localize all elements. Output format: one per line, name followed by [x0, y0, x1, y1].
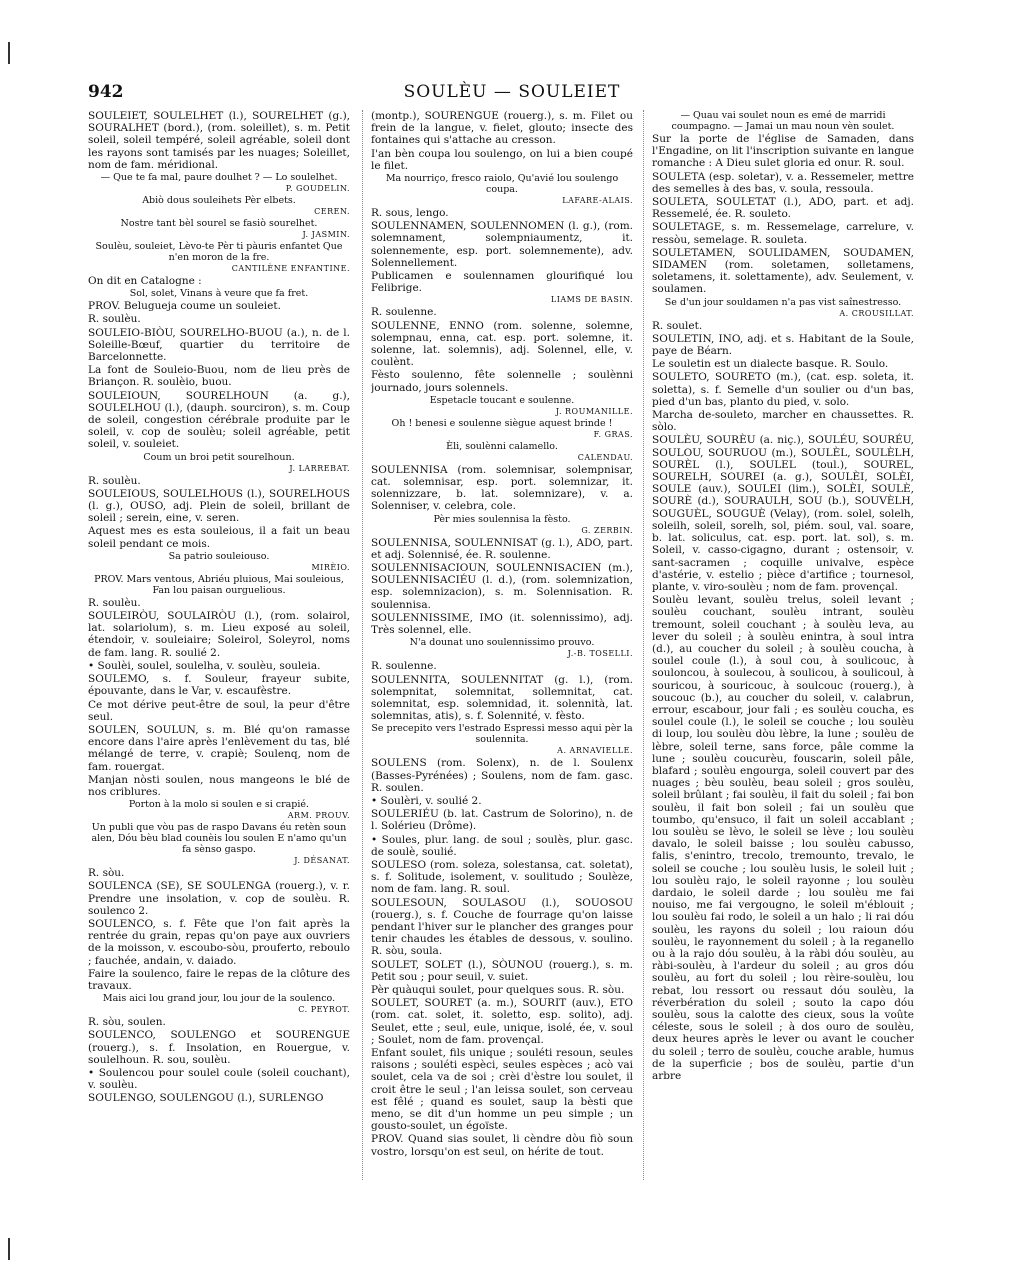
dictionary-entry: SOULÈU, SOURÈU (a. niç.), SOULÉU, SOURÉU, SOULOU, SOURUOU (m.), SOULÈL, SOULÈLH, SOURÈL (l.), SOULEL (toul.), SOUREL, SOURELH, SOUREI (a. g.), SOULÈI, SOLÈI, SOULE (auv.), SOULEI (lim.), SOLÈI, SOULÈ, SOURÈ (d.), SOURAULH, SOU (b.), SOUVÈLH, SOUGUÈL, SOUGUÈ (Velay), (rom. solel, solelh, soleilh, soleil, sorelh, sol, piém. soul, val. soare, b. lat. soliculus, cat. esp. port. lat. sol), s. m. Soleil, v. casso-cigagno, durant ; ostensoir, v. sant-sacramen ; coquille univalve, espèce d'astérie, v. estelio ; pièce d'artifice ; tournesol, plante, v. viro-soulèu ; nom de fam. provençal.: [652, 434, 914, 593]
attribution: J. JASMIN.: [302, 230, 350, 240]
paragraph: I'an bèn coupa lou soulengo, on lui a bien coupé le filet.: [371, 147, 633, 172]
dictionary-entry: SOULENCO, s. f. Fête que l'on fait après la rentrée du grain, repas qu'on paye aux ouvriers de la moisson, v. escoubo-sòu, prouferto, reboulo ; fauchée, andain, v. daiado.: [88, 917, 350, 967]
page-number: 942: [88, 82, 124, 102]
quotation: Se precepito vers l'estrado Espressi messo aqui pèr la soulennita.: [371, 723, 633, 746]
dictionary-entry: SOULEMO, s. f. Souleur, frayeur subite, épouvante, dans le Var, v. escaufèstre.: [88, 673, 350, 698]
reference: R. soulèu.: [88, 474, 141, 487]
quotation: Nostre tant bèl sourel se fasiò sourelhet.: [120, 218, 318, 230]
paragraph: • Soules, plur. lang. de soul ; soulès, plur. gasc. de soulè, soulié.: [371, 833, 633, 858]
quotation: Oh ! benesi e soulenne siègue aquest brinde !: [391, 417, 613, 429]
dictionary-entry: SOULEN, SOULUN, s. m. Blé qu'on ramasse encore dans l'aire après l'enlèvement du tas, blé mélangé de terre, v. crapiè; Soulenq, nom de fam. rouergat.: [88, 723, 350, 773]
column-1: [88, 110, 350, 1182]
reference: R. soulèu.: [88, 596, 141, 609]
quotation: Soulèu, souleiet, Lèvo-te Pèr ti pàuris enfantet Que n'en moron de la fre.: [95, 241, 343, 264]
attribution: J. DÉSANAT.: [294, 856, 350, 866]
paragraph: Ce mot dérive peut-être de soul, la peur d'être seul.: [88, 698, 350, 723]
quotation: Se d'un jour souldamen n'a pas vist saînestresso.: [664, 296, 902, 308]
dictionary-entry: SOULESOUN, SOULASOU (l.), SOUOSOU (rouerg.), s. f. Couche de fourrage qu'on laisse pendant l'hiver sur le plancher des granges pour tenir chaudes les étables de dessous, v. soulino. R. sòu, soula.: [371, 896, 633, 958]
dictionary-entry: SOULET, SOLET (l.), SÒUNOU (rouerg.), s. m. Petit sou ; pour seuil, v. suiet.: [371, 958, 633, 983]
column-2: [371, 110, 633, 1182]
dictionary-entry: SOULEIO-BIÒU, SOURELHO-BUOU (a.), n. de l. Soleille-Bœuf, quartier du territoire de Barcelonnette.: [88, 326, 350, 364]
paragraph: Le souletin est un dialecte basque. R. Soulo.: [652, 358, 889, 371]
column-rule: [362, 110, 363, 1180]
paragraph: Faire la soulenco, faire le repas de la clôture des travaux.: [88, 967, 350, 992]
dictionary-entry: SOULETAGE, s. m. Ressemelage, carrelure, v. ressòu, semelage. R. souleta.: [652, 221, 914, 246]
dictionary-entry: SOULERIÉU (b. lat. Castrum de Solorino), n. de l. Solérieu (Drôme).: [371, 808, 633, 833]
paragraph: On dit en Catalogne :: [88, 275, 202, 288]
dictionary-entry: SOULETO, SOURETO (m.), (cat. esp. soleta, it. soletta), s. f. Semelle d'un soulier ou d'un bas, pied d'un bas, planto du pied, v. solo.: [652, 371, 914, 408]
paragraph: Pèr quàuqui soulet, pour quelques sous. R. sòu.: [371, 983, 625, 996]
attribution: J. LARREBAT.: [289, 463, 350, 473]
quotation: Mais aici lou grand jour, lou jour de la soulenco.: [102, 993, 336, 1005]
reference: R. sòu.: [88, 867, 125, 880]
dictionary-entry: SOULENGO, SOULENGOU (l.), SURLENGO: [88, 1092, 324, 1105]
dictionary-entry: SOULENNISSIME, IMO (it. solennissimo), adj. Très solennel, elle.: [371, 611, 633, 637]
paragraph: Enfant soulet, fils unique ; souléti resoun, seules raisons ; souléti espèci, seules espèces ; acò vai soulet, cela va de soi ; crèi d'èstre lou soulet, il croit être le seul ; l'an leissa soulet, son cerveau est fêlé ; quand es soulet, saup la bèsti que meno, se dit d'un homme un peu simple ; un gousto-soulet, un égoïste.: [371, 1046, 633, 1133]
attribution: F. GRAS.: [593, 429, 633, 439]
quotation: Coum un broi petit sourelhoun.: [143, 451, 295, 463]
quotation: Èli, soulènni calamello.: [446, 440, 558, 452]
dictionary-entry: SOULENNITA, SOULENNITAT (g. l.), (rom. solempnitat, solemnitat, sollemnitat, cat. solemnitat, esp. solemnidad, it. solennità, lat. solemnitas, atis), s. f. Solennité, v. fèsto.: [371, 673, 633, 723]
attribution: J. ROUMANILLE.: [555, 406, 633, 416]
quotation: — Quau vai soulet noun es emé de marridi coumpagno. — Jamai un mau noun vèn soulet.: [671, 110, 895, 132]
attribution: CEREN.: [314, 207, 350, 217]
paragraph: • Soulèri, v. soulié 2.: [371, 794, 482, 807]
running-head: SOULÈU — SOULEIET: [403, 82, 621, 102]
paragraph: Publicamen e soulennamen glourifiqué lou Felibrige.: [371, 270, 633, 295]
quotation: Porton à la molo si soulen e si crapié.: [128, 799, 310, 811]
reference: R. soulèu.: [88, 313, 141, 326]
dictionary-entry: SOULET, SOURET (a. m.), SOURIT (auv.), ETO (rom. cat. solet, it. soletto, esp. solito), adj. Seulet, ette ; seul, eule, unique, isolé, ée, v. soul ; Soulet, nom de fam. provençal.: [371, 997, 633, 1046]
dictionary-entry: SOULEIET, SOULELHET (l.), SOURELHET (g.), SOURALHET (bord.), (rom. soleillet), s. m. Petit soleil, soleil tempéré, soleil agréable, soleil dont les rayons sont tamisés par les nuages; Soleillet, nom de fam. méridional.: [88, 110, 350, 171]
dictionary-entry: SOULENCA (SE), SE SOULENGA (rouerg.), v. r. Prendre une insolation, v. cop de soulèu. R. soulenco 2.: [88, 880, 350, 917]
reference: R. soulenne.: [371, 306, 437, 319]
paragraph: PROV. Quand sias soulet, li cèndre dòu fiò soun vostro, lorsqu'on est seul, on hérite de tout.: [371, 1133, 633, 1158]
paragraph: Fèsto soulenno, fête solennelle ; soulènni journado, jours solennels.: [371, 369, 633, 394]
dictionary-entry: SOULETA (esp. soletar), v. a. Ressemeler, mettre des semelles à des bas, v. soula, ressoula.: [652, 170, 914, 195]
reference: R. soulenne.: [371, 660, 437, 673]
dictionary-entry: SOULENNE, ENNO (rom. solenne, solemne, solempnau, enna, cat. esp. port. solemne, it. solenne, lat. solemnis), adj. Solennel, elle, v. coulènt.: [371, 319, 633, 369]
quotation: Sol, solet, Vinans à veure que fa fret.: [129, 288, 309, 300]
quotation: Espetacle toucant e soulenne.: [429, 394, 575, 406]
attribution: ARM. PROUV.: [287, 811, 350, 821]
attribution: LAFARE-ALAIS.: [562, 196, 633, 206]
attribution: J.-B. TOSELLI.: [567, 649, 633, 659]
dictionary-entry: SOULENNISA (rom. solemnisar, solempnisar, cat. solemnisar, esp. port. solemnizar, it. solennizzare, b. lat. solemnizare), v. a. Solenniser, v. celebra, cole.: [371, 463, 633, 513]
reference: R. sous, lengo.: [371, 207, 449, 220]
attribution: P. GOUDELIN.: [285, 184, 350, 194]
quotation: Ma nourriço, fresco raiolo, Qu'avié lou soulengo coupa.: [385, 173, 619, 196]
attribution: LIAMS DE BASIN.: [550, 295, 633, 305]
attribution: A. CROUSILLAT.: [839, 308, 914, 318]
attribution: CALENDAU.: [577, 452, 633, 462]
quotation: Pèr mies soulennisa la fèsto.: [433, 513, 571, 525]
dictionary-entry: SOULENS (rom. Solenx), n. de l. Soulenx (Basses-Pyrénées) ; Soulens, nom de fam. gasc. R. soulen.: [371, 757, 633, 794]
quotation: PROV. Mars ventous, Abriéu pluious, Mai souleious, Fan lou paisan ourguelious.: [94, 573, 344, 596]
dictionary-entry: SOULESO (rom. soleza, solestansa, cat. soletat), s. f. Solitude, isolement, v. soulitudo ; Soulèze, nom de fam. lang. R. soul.: [371, 858, 633, 896]
dictionary-entry: SOULEIOUS, SOULELHOUS (l.), SOURELHOUS (l. g.), OUSO, adj. Plein de soleil, brillant de soleil ; serein, eine, v. seren.: [88, 487, 350, 525]
margin-mark-top: [8, 42, 10, 64]
paragraph: PROV. Belugueja coume un souleiet.: [88, 300, 281, 313]
paragraph: Aquest mes es esta souleious, il a fait un beau soleil pendant ce mois.: [88, 525, 350, 550]
margin-mark-bottom: [8, 1238, 10, 1260]
paragraph: • Soulencou pour soulel coule (soleil couchant), v. soulèu.: [88, 1066, 350, 1092]
attribution: CANTILÈNE ENFANTINE.: [231, 264, 350, 274]
column-3: [652, 110, 914, 1182]
paragraph: • Soulèi, soulel, soulelha, v. soulèu, souleia.: [88, 659, 321, 672]
attribution: MIRÈIO.: [311, 562, 350, 572]
attribution: G. ZERBIN.: [581, 525, 633, 535]
dictionary-entry: SOULEIRÒU, SOULAIRÒU (l.), (rom. solairol, lat. solariolum), s. m. Lieu exposé au soleil, étendoir, v. souleiaire; Soleirol, Soleyrol, noms de fam. lang. R. soulié 2.: [88, 610, 350, 659]
attribution: A. ARNAVIELLE.: [557, 746, 633, 756]
dictionary-entry: SOULENCO, SOULENGO et SOURENGUE (rouerg.), s. f. Insolation, en Rouergue, v. soulelhoun. R. sou, soulèu.: [88, 1029, 350, 1066]
paragraph: SOULENNISA, SOULENNISAT (g. l.), ADO, part. et adj. Solennisé, ée. R. soulenne.: [371, 536, 633, 561]
attribution: C. PEYROT.: [298, 1005, 350, 1015]
quotation: Sa patrio souleiouso.: [168, 550, 270, 562]
quotation: N'a dounat uno soulennissimo prouvo.: [409, 637, 595, 649]
dictionary-entry: (montp.), SOURENGUE (rouerg.), s. m. Filet ou frein de la langue, v. fielet, glouto; insecte des fontaines qui s'attache au cresson.: [371, 110, 633, 147]
paragraph: Sur la porte de l'église de Samaden, dans l'Engadine, on lit l'inscription suivante en langue romanche : A Dieu sulet gloria ed onur. R. soul.: [652, 133, 914, 170]
dictionary-entry: SOULEIOUN, SOURELHOUN (a. g.), SOULELHOU (l.), (dauph. sourciron), s. m. Coup de soleil, congestion cérébrale produite par le soleil, v. cop de soulèu; soleil agréable, petit soleil, v. souleiet.: [88, 389, 350, 451]
dictionary-entry: SOULENNAMEN, SOULENNOMEN (l. g.), (rom. solemnament, solempniaumentz, it. solennemente, esp. port. solemnemente), adv. Solennellement.: [371, 220, 633, 269]
reference: R. soulet.: [652, 319, 703, 332]
dictionary-entry: SOULETIN, INO, adj. et s. Habitant de la Soule, paye de Béarn.: [652, 332, 914, 358]
column-rule: [643, 110, 644, 1180]
reference: R. sòu, soulen.: [88, 1016, 166, 1029]
paragraph: Manjan nòsti soulen, nous mangeons le blé de nos criblures.: [88, 773, 350, 798]
paragraph: La font de Souleio-Buou, nom de lieu près de Briançon. R. soulèio, buou.: [88, 364, 350, 389]
dictionary-entry: SOULETAMEN, SOULIDAMEN, SOUDAMEN, SIDAMEN (rom. soletamen, solletamens, soletamens, it. solettamente), adv. Seulement, v. soulamen.: [652, 246, 914, 296]
quotation: — Que te fa mal, paure doulhet ? — Lo soulelhet.: [100, 172, 338, 184]
quotation: Un publi que vòu pas de raspo Davans éu retèn soun alen, Dóu bèu blad counèis lou soulen E n'amo qu'un fa sènso gaspo.: [91, 822, 347, 856]
paragraph: SOULETA, SOULETAT (l.), ADO, part. et adj. Ressemelé, ée. R. souleto.: [652, 196, 914, 221]
paragraph: Soulèu levant, soulèu trelus, soleil levant ; soulèu couchant, soulèu intrant, soulèu tremount, soleil couchant ; à soulèu leva, au lever du soleil ; à soulèu enintra, à soul intra (d.), au coucher du soleil ; à soulèu coucha, à soulel coule (l.), à soul cou, à soulicouc, à souloncou, à soulecou, à soulicou, à soulicoul, à souricou, à souricouc, à soulcouc (rouerg.), à soucouc (b.), au coucher du soleil, v. calabrun, errour, escabour, jour fali ; es soulèu coucha, es soulel coule (l.), le soleil se couche ; lou soulèu di loup, lou soulèu dòu lèbre, la lune ; soulèu de lèbre, soleil terne, sans force, pâle comme la lune ; soulèu coucurèu, fouscarin, soleil pâle, blafard ; soulèu engourga, soleil couvert par des nuages ; bèu soulèu, beau soleil ; gros soulèu, soleil brûlant ; fai soulèu, il fait du soleil ; fai bon soulèu, il fait bon soleil ; fai un soulèu que toumbo, qu'ensuco, il fait un soleil accablant ; lou soulèu se lèvo, le soleil se lève ; lou soulèu davalo, le soleil baisse ; lou soulèu cabusso, falis, s'enintro, trecolo, tremounto, trevalo, le soleil se couche ; lou soulèu lusis, le soleil luit ; lou soulèu rajo, le soleil rayonne ; lou soulèu dardaio, le soleil darde ; lou soulèu me fai nouiso, me fai vergougno, le soleil m'éblouit ; lou soulèu fai rodo, le soleil a un halo ; li rai dóu soulèu, les rayons du soleil ; lou raioun dóu soulèu, le rayonnement du soleil ; à la reganello ou à la rajo dóu soulèu, à la ràbi dóu soulèu, au ràbi-soulèu, à l'ardeur du soleil ; au gros dóu soulèu, au fort du soleil ; lou rèire-soulèu, lou rebat, lou ressort ou ressaut dóu soulèu, la réverbération du soleil ; souto la capo dóu soulèu, sous la calotte des cieux, sous la voûte céleste, sous le soleil ; à dos ouro de soulèu, deux heures après le lever ou avant le coucher du soleil ; terro de soulèu, couche arable, humus de la superficie ; bos de soulèu, partie d'un arbre: [652, 594, 914, 1083]
paragraph: Marcha de-souleto, marcher en chaussettes. R. sòlo.: [652, 409, 914, 434]
dictionary-entry: SOULENNISACIOUN, SOULENNISACIEN (m.), SOULENNISACIÉU (l. d.), (rom. solemnization, esp. solemnizacion), s. m. Solennisation. R. soulennisa.: [371, 562, 633, 611]
quotation: Abiò dous souleihets Pèr elbets.: [142, 195, 296, 207]
